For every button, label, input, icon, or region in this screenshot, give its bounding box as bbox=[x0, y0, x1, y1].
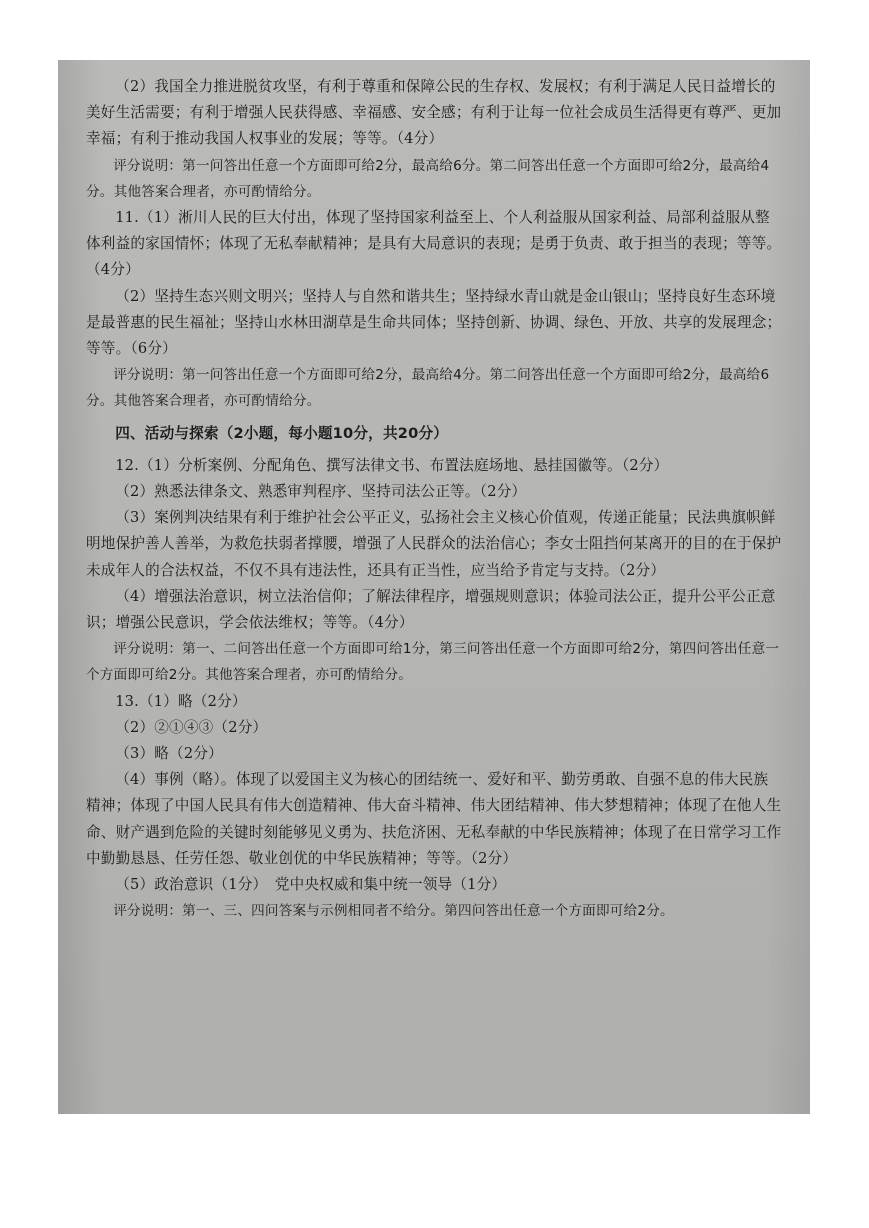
q13-part1: 13.（1）略（2分） bbox=[115, 692, 247, 710]
q10-part2: （2）我国全力推进脱贫攻坚，有利于尊重和保障公民的生存权、发展权；有利于满足人民日益增长的美好生活需要；有利于增强人民获得感、幸福感、安全感；有利于让每一位社会成员生活得更有尊严、更加幸福；有利于推动我国人权事业的发展；等等。（4分） bbox=[86, 78, 782, 148]
q13-part3: （3）略（2分） bbox=[115, 745, 223, 763]
q12-part3: （3）案例判决结果有利于维护社会公平正义，弘扬社会主义核心价值观，传递正能量；民法典旗帜鲜明地保护善人善举，为救危扶弱者撑腰，增强了人民群众的法治信心；李女士阻挡何某离开的目的在于保护未成年人的合法权益，不仅不具有违法性，还具有正当性，应当给予肯定与支持。（2分） bbox=[86, 509, 782, 579]
scoring-note-13: 评分说明：第一、三、四问答案与示例相同者不给分。第四问答出任意一个方面即可给2分。 bbox=[113, 903, 674, 920]
scoring-note-12: 评分说明：第一、二问答出任意一个方面即可给1分，第三问答出任意一个方面即可给2分，第四问答出任意一个方面即可给2分。其他答案合理者，亦可酌情给分。 bbox=[86, 641, 780, 684]
answer-text bbox=[86, 74, 782, 925]
q13-part2: （2）②①④③（2分） bbox=[115, 718, 268, 736]
scoring-note-11: 评分说明：第一问答出任意一个方面即可给2分，最高给4分。第二问答出任意一个方面即可给2分，最高给6分。其他答案合理者，亦可酌情给分。 bbox=[86, 367, 770, 410]
q12-part2: （2）熟悉法律条文、熟悉审判程序、坚持司法公正等。（2分） bbox=[115, 483, 527, 501]
q12-part4: （4）增强法治意识，树立法治信仰；了解法律程序，增强规则意识；体验司法公正，提升公平公正意识；增强公民意识，学会依法维权；等等。（4分） bbox=[86, 587, 776, 632]
scanned-page bbox=[58, 60, 810, 1114]
q12-part1: 12.（1）分析案例、分配角色、撰写法律文书、布置法庭场地、悬挂国徽等。（2分） bbox=[115, 456, 669, 474]
section-heading-4: 四、活动与探索（2小题，每小题10分，共20分） bbox=[115, 424, 449, 442]
scoring-note-10: 评分说明：第一问答出任意一个方面即可给2分，最高给6分。第二问答出任意一个方面即可给2分，最高给4分。其他答案合理者，亦可酌情给分。 bbox=[86, 157, 770, 200]
q11-part2: （2）坚持生态兴则文明兴；坚持人与自然和谐共生；坚持绿水青山就是金山银山；坚持良好生态环境是最普惠的民生福祉；坚持山水林田湖草是生命共同体；坚持创新、协调、绿色、开放、共享的发展理念；等等。（6分） bbox=[86, 287, 782, 358]
q13-part5: （5）政治意识（1分） 党中央权威和集中统一领导（1分） bbox=[115, 876, 507, 894]
q11-part1: 11.（1）淅川人民的巨大付出，体现了坚持国家利益至上、个人利益服从国家利益、局部利益服从整体利益的家国情怀；体现了无私奉献精神；是具有大局意识的表现；是勇于负责、敢于担当的表现；等等。（4分） bbox=[86, 209, 782, 279]
q13-part4: （4）事例（略）。体现了以爱国主义为核心的团结统一、爱好和平、勤劳勇敢、自强不息的伟大民族精神；体现了中国人民具有伟大创造精神、伟大奋斗精神、伟大团结精神、伟大梦想精神；体现了在他人生命、财产遇到危险的关键时刻能够见义勇为、扶危济困、无私奉献的中华民族精神；体现了在日常学习工作中勤勤恳恳、任劳任怨、敬业创优的中华民族精神；等等。（2分） bbox=[86, 771, 782, 867]
